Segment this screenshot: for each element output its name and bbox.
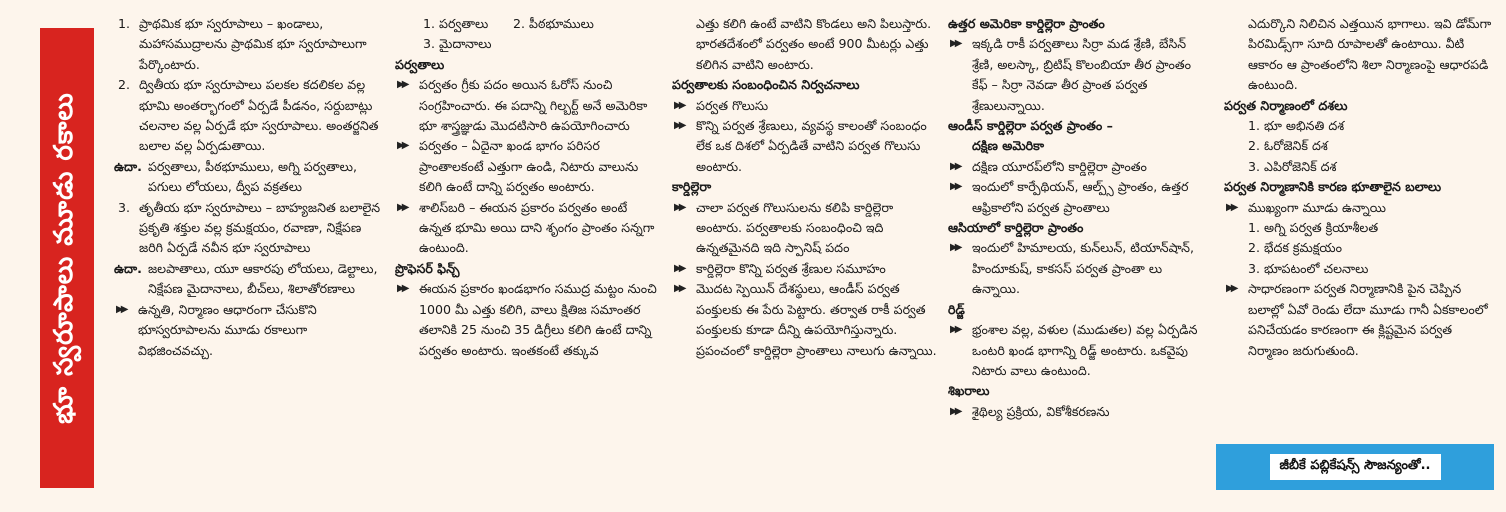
bullet-item: ▶▶ ముఖ్యంగా మూడు ఉన్నాయి [1224,198,1494,218]
section-heading: పర్వతాలకు సంబంధించిన నిర్వచనాలు [672,77,860,93]
bullet-item: ▶▶ పర్వతం – ఏదైనా ఖండ భాగం పరిసర ప్రాంతాలకంటే ఎత్తుగా ఉండి, నిటారు వాలును కలిగి ఉంటే దాన్ని పర్వతం అంటారు. [395,136,661,197]
double-arrow-icon: ▶▶ [950,324,960,336]
double-arrow-icon: ▶▶ [950,242,960,254]
double-arrow-icon: ▶▶ [950,38,960,50]
list-row: 2. ఓరోజెనిక్ దశ [1248,138,1328,154]
double-arrow-icon: ▶▶ [674,120,684,132]
list-row: 3. భూపటంలో చలనాలు [1248,260,1369,276]
paragraph: ఎదుర్కొని నిలిచిన ఎత్తయిన భాగాలు. ఇవి డోమ్‌గా పిరమిడ్స్‌గా సూది రూపాలతో ఉంటాయి. వీటి ఆకారం ఆ ప్రాంతంలోని శిలా నిర్మాణంపై ఆధారపడి ఉంటుంది. [1248,16,1492,93]
section-heading: ఆసియాలో కార్డిల్లెరా ప్రాంతం [948,220,1084,236]
column-5 [1224,14,1494,440]
example-line: ఉదా. పర్వతాలు, పీఠభూములు, అగ్ని పర్వతాలు, పగులు లోయలు, ద్వీప వక్రతలు [114,158,357,195]
double-arrow-icon: ▶▶ [674,99,684,111]
section-heading: పర్వత నిర్మాణానికి కారణ భూతాలైన బలాలు [1224,179,1442,195]
double-arrow-icon: ▶▶ [674,262,684,274]
double-arrow-icon: ▶▶ [1226,201,1236,213]
double-arrow-icon: ▶▶ [950,160,960,172]
numbered-item: 2. ద్వితీయ భూ స్వరూపాలు పలకల కదలికల వల్ల భూమి అంతర్భాగంలో ఏర్పడే పీడనం, సర్దుబాట్లు చలనాల వల్ల ఏర్పడే భూ స్వరూపాలు. అంతర్జనిత బలాల వల్ల ఏర్పడుతాయి. [118,77,379,154]
side-title-banner [40,28,94,488]
bullet-item: ▶▶ చాలా పర్వత గొలుసులను కలిపి కార్డిల్లెరా అంటారు. పర్వతాలకు సంబంధించి ఇది ఉన్నతమైనది ఇది స్పానిష్ పదం [672,198,940,259]
bullet-item: ▶▶ ఈయన ప్రకారం ఖండభాగం సముద్ర మట్టం నుంచి 1000 మీ ఎత్తు కలిగి, వాలు క్షితిజ సమాంతర తలానికి 25 నుంచి 35 డిగ్రీలు కలిగి ఉంటే దాన్ని పర్వతం అంటారు. ఇంతకంటే తక్కువ [395,279,661,361]
column-3 [672,14,940,504]
section-heading: పర్వతాలు [395,56,445,72]
bullet-item: ▶▶ ఉన్నతి, నిర్మాణం ఆధారంగా చేసుకొని భూస్వరూపాలను మూడు రకాలుగా విభజించవచ్చు. [114,300,382,361]
bullet-item: ▶▶ మొదట స్పెయిన్ దేశస్థులు, ఆండీస్ పర్వత పంక్తులకు ఈ పేరు పెట్టారు. తర్వాత రాకీ పర్వత పంక్తులకు కూడా దీన్ని ఉపయోగిస్తున్నారు. ప్రపంచంలో కార్డిల్లెరా ప్రాంతాలు నాలుగు ఉన్నాయి. [672,279,940,361]
double-arrow-icon: ▶▶ [950,181,960,193]
list-row: 3. మైదానాలు [423,36,492,52]
bullet-item: ▶▶ దక్షిణ యూరప్‌లోని కార్డిల్లెరా ప్రాంతం [948,157,1210,177]
section-heading: దక్షిణ అమెరికా [972,138,1045,154]
bullet-item: ▶▶ కార్డిల్లెరా కొన్ని పర్వత శ్రేణుల సమూహం [672,259,940,279]
numbered-item: 3. తృతీయ భూ స్వరూపాలు – బాహ్యజనిత బలాలైన ప్రకృతి శక్తుల వల్ల క్రమక్షయం, రవాణా, నిక్షేపణ జరిగి ఏర్పడే నవీన భూ స్వరూపాలు [118,199,381,256]
list-row: 1. అగ్ని పర్వత క్రియాశీలత [1248,220,1379,236]
double-arrow-icon: ▶▶ [950,405,960,417]
bullet-item: ▶▶ పర్వతం గ్రీకు పదం అయిన ఓరోస్ నుంచి సంగ్రహించారు. ఈ పదాన్ని గిల్బర్ట్ అనే అమెరికా భూ శాస్త్రజ్ఞుడు మొదటిసారి ఉపయోగించారు [395,75,661,136]
list-row: 1. భూ అభినతి దశ [1248,118,1345,134]
double-arrow-icon: ▶▶ [1226,283,1236,295]
double-arrow-icon: ▶▶ [674,201,684,213]
list-row: 2. భేదక క్రమక్షయం [1248,240,1342,256]
double-arrow-icon: ▶▶ [116,303,126,315]
double-arrow-icon: ▶▶ [397,283,407,295]
column-4 [948,14,1210,504]
column-1 [114,14,382,504]
section-heading: ప్రొఫెసర్ ఫిన్చ్ [395,260,460,276]
section-heading: శిఖరాలు [948,383,990,399]
bullet-item: ▶▶ ఇక్కడి రాకీ పర్వతాలు సిర్రా మడ శ్రేణి, బేసిన్ శ్రేణి, అలస్కా, బ్రిటిష్ కొలంబియా తీర ప్రాంతం కేఫ్ – సిర్రా నెవడా తీర ప్రాంత పర్వత శ్రేణులున్నాయి. [948,34,1210,116]
bullet-item: ▶▶ కొన్ని పర్వత శ్రేణులు, వ్యవస్థ కాలంతో సంబంధం లేక ఒక దిశలో ఏర్పడితే వాటిని పర్వత గొలుసు అంటారు. [672,116,940,177]
numbered-item: 1. ప్రాథమిక భూ స్వరూపాలు – ఖండాలు, మహాసముద్రాలను ప్రాథమిక భూ స్వరూపాలుగా పేర్కొంటారు. [118,16,367,72]
section-heading: రిడ్జ్ [948,301,965,317]
double-arrow-icon: ▶▶ [397,201,407,213]
section-heading: కార్డిల్లెరా [672,179,712,195]
bullet-item: ▶▶ ఇందులో హిమాలయ, కున్‌లున్, టియాన్‌షాన్, హిందూకుష్, కాకసస్ పర్వత ప్రాంతా లు ఉన్నాయి. [948,238,1210,299]
bullet-item: ▶▶ శైథిల్య ప్రక్రియ, వికోశీకరణను [948,402,1210,422]
credit-box [1216,444,1494,490]
list-row: 1. పర్వతాలు 2. పీఠభూములు [423,16,594,31]
bullet-item: ▶▶ శాలిస్‌బరి – ఈయన ప్రకారం పర్వతం అంటే ఉన్నత భూమి అయి దాని శృంగం ప్రాంతం సన్నగా ఉంటుంది. [395,198,661,259]
list-row: 3. ఎపిరోజెనిక్ దశ [1248,158,1337,174]
bullet-item: ▶▶ సాధారణంగా పర్వత నిర్మాణానికి పైన చెప్పిన బలాల్లో ఏవో రెండు లేదా మూడు గానీ ఏకకాలంలో పనిచేయడం కారణంగా ఈ క్లిష్టమైన పర్వత నిర్మాణం జరుగుతుంది. [1224,279,1494,361]
example-line: ఉదా. జలపాతాలు, యూ ఆకారపు లోయలు, డెల్టాలు, నిక్షేపణ మైదానాలు, బీచ్‌లు, శిలాతోరణాలు [114,260,378,297]
section-heading: పర్వత నిర్మాణంలో దశలు [1224,97,1348,113]
double-arrow-icon: ▶▶ [674,283,684,295]
bullet-item: ▶▶ ఇందులో కార్పేథియన్, ఆల్ప్స్ ప్రాంతం, ఉత్తర ఆఫ్రికాలోని పర్వత ప్రాంతాలు [948,177,1210,218]
double-arrow-icon: ▶▶ [397,79,407,91]
section-heading: ఆండీస్ కార్డిల్లెరా పర్వత ప్రాంతం – [948,118,1113,134]
column-2 [395,14,661,504]
bullet-item: ▶▶ భ్రంశాల వల్ల, వళుల (ముడుతల) వల్ల ఏర్పడిన ఒంటరి ఖండ భాగాన్ని రిడ్జ్ అంటారు. ఒకవైపు నిటారు వాలు ఉంటుంది. [948,320,1210,381]
double-arrow-icon: ▶▶ [397,140,407,152]
paragraph: ఎత్తు కలిగి ఉంటే వాటిని కొండలు అని పిలుస్తారు. భారతదేశంలో పర్వతం అంటే 900 మీటర్లు ఎత్తు కలిగిన వాటిని అంటారు. [696,16,932,72]
bullet-item: ▶▶ పర్వత గొలుసు [672,96,940,116]
side-title-text: భూ స్వరూపాలు మూడు రకాలు [49,92,79,424]
credit-text: జీబీకే పబ్లికేషన్స్ సౌజన్యంతో.. [1270,454,1441,480]
section-heading: ఉత్తర అమెరికా కార్డిల్లెరా ప్రాంతం [948,16,1105,31]
